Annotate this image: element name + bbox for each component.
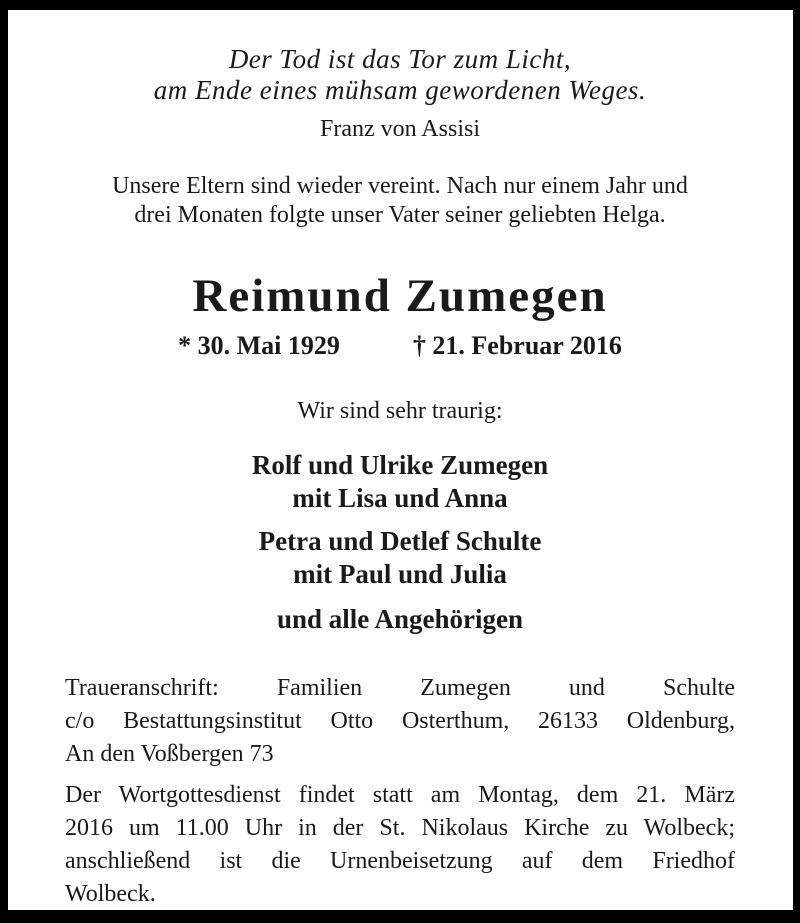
mourning-address bbox=[65, 672, 735, 771]
intro-line-2: drei Monaten folgte unser Vater seiner geliebten Helga. bbox=[134, 202, 666, 228]
sorrow-line: Wir sind sehr traurig: bbox=[297, 398, 503, 424]
mourning-address-line-2: c/o Bestattungsinstitut Otto Osterthum, 26133 Oldenburg, bbox=[65, 708, 735, 734]
mourners-group-1 bbox=[65, 449, 735, 515]
service-info bbox=[65, 779, 735, 911]
service-info-line-3: anschließend ist die Urnenbeisetzung auf dem Friedhof bbox=[65, 848, 735, 874]
notice-content bbox=[8, 10, 793, 911]
mourners-closing: und alle Angehörigen bbox=[276, 604, 524, 634]
intro-line-1: Unsere Eltern sind wieder vereint. Nach nur einem Jahr und bbox=[112, 173, 688, 199]
quote bbox=[65, 44, 735, 106]
death-date: † 21. Februar 2016 bbox=[412, 331, 622, 360]
mourners-group-2 bbox=[65, 525, 735, 591]
life-dates bbox=[65, 330, 735, 361]
mourners-group-1-children: mit Lisa und Anna bbox=[292, 483, 508, 513]
quote-attribution: Franz von Assisi bbox=[319, 116, 480, 142]
service-info-line-2: 2016 um 11.00 Uhr in der St. Nikolaus Kirche zu Wolbeck; bbox=[65, 815, 735, 841]
mourning-address-line-3: An den Voßbergen 73 bbox=[65, 741, 274, 767]
birth-date: * 30. Mai 1929 bbox=[178, 331, 340, 360]
mourners-group-2-children: mit Paul und Julia bbox=[293, 559, 507, 589]
quote-line-1: Der Tod ist das Tor zum Licht, bbox=[228, 44, 572, 74]
service-info-line-4: Wolbeck. bbox=[65, 881, 156, 907]
deceased-name: Reimund Zumegen bbox=[192, 270, 608, 322]
mourners-group-1-names: Rolf und Ulrike Zumegen bbox=[251, 450, 549, 480]
mourners-group-2-names: Petra und Detlef Schulte bbox=[258, 526, 542, 556]
service-info-line-1: Der Wortgottesdienst findet statt am Montag, dem 21. März bbox=[65, 782, 735, 808]
quote-line-2: am Ende eines mühsam gewordenen Weges. bbox=[153, 75, 647, 105]
intro-text bbox=[65, 172, 735, 230]
mourning-address-line-1: Traueranschrift: Familien Zumegen und Schulte bbox=[65, 675, 735, 701]
